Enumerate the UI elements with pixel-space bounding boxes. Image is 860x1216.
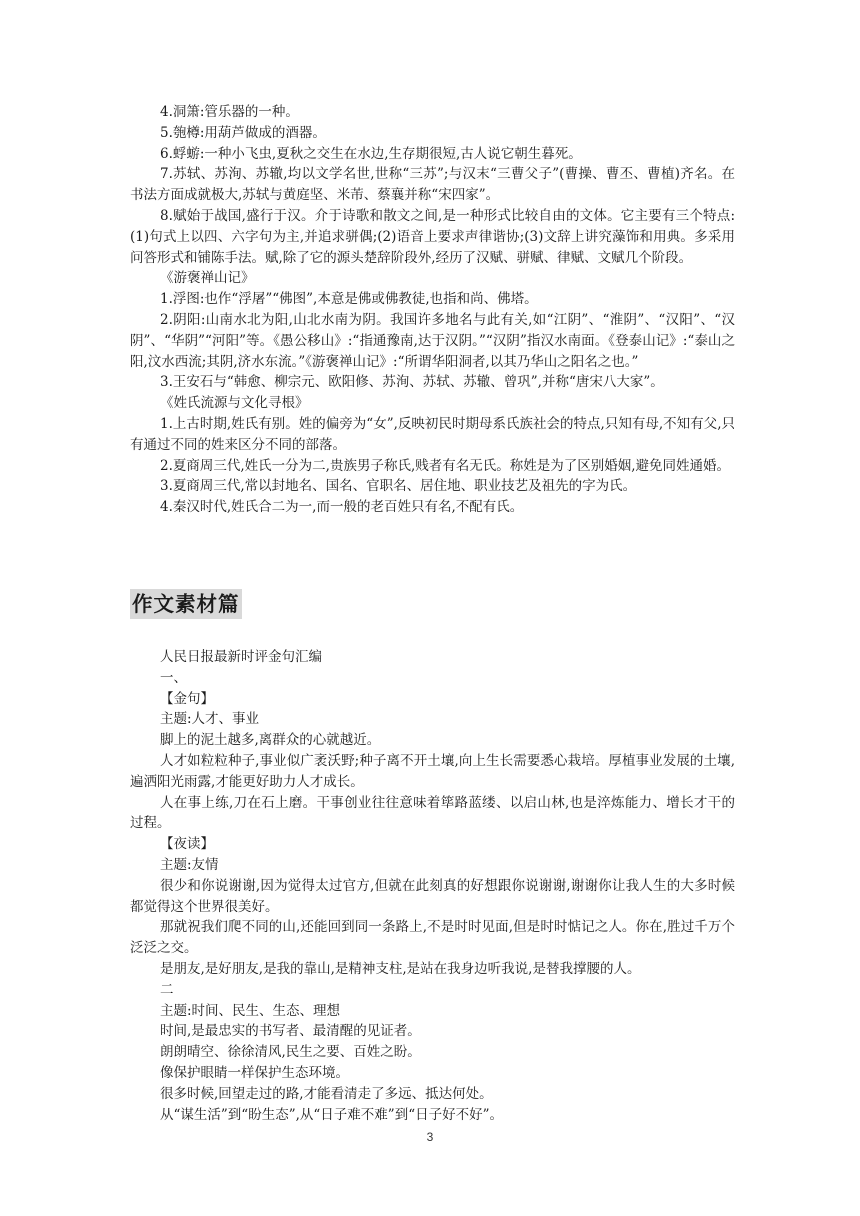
- material-paragraph: 时间,是最忠实的书写者、最清醒的见证者。: [160, 1023, 421, 1040]
- note-paragraph: 5.匏樽:用葫芦做成的酒器。: [160, 124, 326, 141]
- material-paragraph: 二: [160, 981, 174, 998]
- subsection-title: 《游褒禅山记》: [160, 270, 255, 287]
- material-paragraph: 很少和你说谢谢,因为觉得太过官方,但就在此刻真的好想跟你说谢谢,谢谢你让我人生的大多时候都觉得这个世界很美好。: [130, 877, 735, 915]
- material-paragraph: 主题:友情: [160, 856, 219, 873]
- note-paragraph: 2.夏商周三代,姓氏一分为二,贵族男子称氏,贱者有名无氏。称姓是为了区别婚姻,避免同姓通婚。: [160, 457, 731, 474]
- note-paragraph: 2.阴阳:山南水北为阳,山北水南为阴。我国许多地名与此有关,如“江阴”、“淮阴”、“汉阳”、“汉阴”、“华阴”“河阳”等。《愚公移山》:“指通豫南,达于汉阴。”“汉阴”指汉水南面。《登泰山记》:“泰山之阳,汶水西流;其阴,济水东流。”《游褒禅山记》:“所谓华阳洞者,以其乃华山之阳名之也。”: [130, 311, 735, 370]
- note-paragraph: 3.夏商周三代,常以封地名、国名、官职名、居住地、职业技艺及祖先的字为氏。: [160, 478, 637, 495]
- note-paragraph: 3.王安石与“韩愈、柳宗元、欧阳修、苏洵、苏轼、苏辙、曾巩”,并称“唐宋八大家”。: [160, 374, 664, 391]
- subsection-title: 《姓氏流源与文化寻根》: [160, 395, 309, 412]
- material-paragraph: 朗朗晴空、徐徐清风,民生之要、百姓之盼。: [160, 1044, 421, 1061]
- material-paragraph: 人才如粒粒种子,事业似广袤沃野;种子离不开土壤,向上生长需要悉心栽培。厚植事业发展的土壤,遍洒阳光雨露,才能更好助力人才成长。: [130, 752, 735, 790]
- material-paragraph: 主题:时间、民生、生态、理想: [160, 1002, 341, 1019]
- material-paragraph: 脚上的泥土越多,离群众的心就越近。: [160, 732, 381, 749]
- material-label: 【夜读】: [160, 836, 214, 853]
- page-number: 3: [426, 1130, 434, 1144]
- note-paragraph: 1.上古时期,姓氏有别。姓的偏旁为“女”,反映初民时期母系氏族社会的特点,只知有母,不知有父,只有通过不同的姓来区分不同的部落。: [130, 415, 735, 453]
- material-paragraph: 一、: [160, 669, 187, 686]
- material-title: 人民日报最新时评金句汇编: [160, 649, 322, 665]
- material-paragraph: 那就祝我们爬不同的山,还能回到同一条路上,不是时时见面,但是时时惦记之人。你在,胜过千万个泛泛之交。: [130, 919, 735, 957]
- note-paragraph: 4.秦汉时代,姓氏合二为一,而一般的老百姓只有名,不配有氏。: [160, 499, 524, 516]
- literature-notes: [130, 102, 735, 518]
- note-paragraph: 1.浮图:也作“浮屠”“佛图”,本意是佛或佛教徒,也指和尚、佛塔。: [160, 291, 538, 308]
- note-paragraph: 7.苏轼、苏洵、苏辙,均以文学名世,世称“三苏”;与汉末“三曹父子”(曹操、曹丕、曹植)齐名。在书法方面成就极大,苏轼与黄庭坚、米芾、蔡襄并称“宋四家”。: [130, 166, 735, 204]
- note-paragraph: 8.赋始于战国,盛行于汉。介于诗歌和散文之间,是一种形式比较自由的文体。它主要有三个特点:(1)句式上以四、六字句为主,并追求骈偶;(2)语音上要求声律谐协;(3)文辞上讲究藻饰和用典。多采用问答形式和铺陈手法。赋,除了它的源头楚辞阶段外,经历了汉赋、骈赋、律赋、文赋几个阶段。: [130, 207, 735, 266]
- material-paragraph: 人在事上练,刀在石上磨。干事创业往往意味着筚路蓝缕、以启山林,也是淬炼能力、增长才干的过程。: [130, 794, 735, 832]
- note-paragraph: 4.洞箫:管乐器的一种。: [160, 104, 299, 120]
- section-heading: 作文素材篇: [130, 589, 242, 619]
- composition-material: [130, 647, 735, 1125]
- material-paragraph: 像保护眼睛一样保护生态环境。: [160, 1064, 349, 1081]
- material-paragraph: 从“谋生活”到“盼生态”,从“日子难不难”到“日子好不好”。: [160, 1106, 504, 1123]
- note-paragraph: 6.蜉蝣:一种小飞虫,夏秋之交生在水边,生存期很短,古人说它朝生暮死。: [160, 145, 582, 162]
- material-paragraph: 是朋友,是好朋友,是我的靠山,是精神支柱,是站在我身边听我说,是替我撑腰的人。: [160, 960, 641, 977]
- material-paragraph: 主题:人才、事业: [160, 711, 260, 728]
- material-label: 【金句】: [160, 690, 214, 707]
- material-paragraph: 很多时候,回望走过的路,才能看清走了多远、抵达何处。: [160, 1085, 493, 1102]
